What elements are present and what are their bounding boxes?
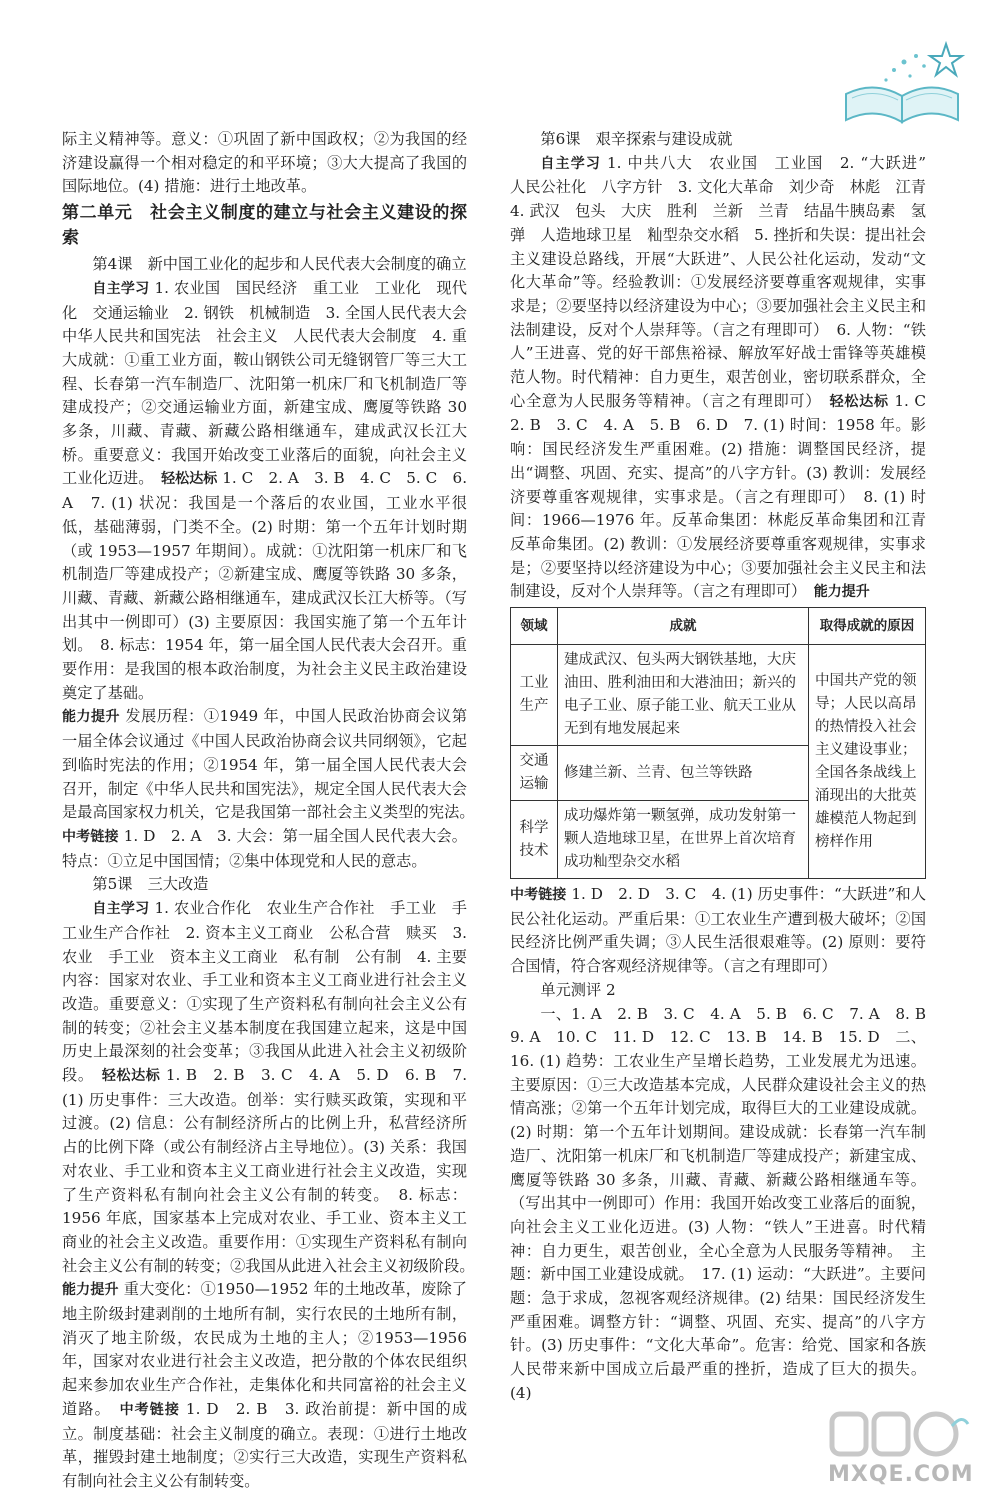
- table-cell-achievement: 修建兰新、兰青、包兰等铁路: [558, 746, 809, 801]
- table-header: 成就: [558, 608, 809, 645]
- answer-text: 1. C 2. A 3. B 4. C 5. C 6. A 7. (1) 状况：我国是一个落后的农业国，工业水平很低，基础薄弱，门类不全。(2) 时期：第一个五年计划时期（或 1953—1957 年期间）。成就：①沈阳第一机床厂和飞机制造厂等建成投产；②新建宝成、鹰厦等铁路 30 多条，川藏、青藏、新藏公路相继通车，建成武汉长江大桥等。（写出其中一例即可）(3) 主要原因：我国实施了第一个五年计划。 8. 标志：1954 年，第一届全国人民代表大会召开。重要作用：是我国的根本政治制度，为社会主义民主政治建设奠定了基础。: [62, 469, 468, 702]
- answer-text: 1. 农业合作化 农业生产合作社 手工业 手工业生产合作社 2. 资本主义工商业 公私合营 赎买 3. 农业 手工业 资本主义工商业 私有制 公有制 4. 主要内容：国家对农业、手工业和资本主义工商业进行社会主义改造。重要意义：①实现了生产资料私有制向社会主义公有制的转变；②社会主义基本制度在我国建立起来，这是中国历史上最深刻的社会变革；③我国从此进入社会主义初级阶段。: [62, 899, 467, 1085]
- section-label: 中考链接: [62, 828, 119, 845]
- answer-text: 1. D 2. A 3. 大会：第一届全国人民代表大会。特点：①立足中国国情；②集中体现党和人民的意志。: [62, 826, 467, 870]
- answer-text: 1. 农业国 国民经济 重工业 工业化 现代化 交通运输业 2. 钢铁 机械制造 3. 全国人民代表大会 中华人民共和国宪法 社会主义 人民代表大会制度 4. 重大成就：①重工业方面，鞍山钢铁公司无缝钢管厂等三大工程、长春第一汽车制造厂、沈阳第一机床厂和飞机制造厂等建成投产；②交通运输业方面，新建宝成、鹰厦等铁路 30 多条，川藏、青藏、新藏公路相继通车，建成武汉长江大桥。重要意义：我国开始改变工业落后的面貌，向社会主义工业化迈进。: [62, 278, 483, 488]
- right-column: [510, 128, 942, 1406]
- section-label: 能力提升: [813, 584, 870, 601]
- section-label: 自主学习: [540, 155, 601, 172]
- table-cell-field: 交通运输: [511, 746, 558, 801]
- left-column: [62, 128, 483, 1494]
- table-cell-achievement: 建成武汉、包头两大钢铁基地，大庆油田、胜利油田和大港油田；新兴的电子工业、原子能工业、航天工业从无到有地发展起来: [558, 645, 809, 746]
- table-header-row: [511, 608, 926, 645]
- lesson4-ability: [62, 705, 467, 873]
- section-label: 中考链接: [510, 887, 567, 904]
- table-cell-field: 科学技术: [511, 801, 558, 879]
- achievements-table: [510, 607, 926, 879]
- lesson6-exam-link: [510, 883, 926, 979]
- lesson-title: 第6课 艰辛探索与建设成就: [540, 130, 733, 148]
- section-label: 能力提升: [62, 1282, 119, 1299]
- answer-text: 1. B 2. B 3. C 4. A 5. D 6. B 7. (1) 历史事件：三大改造。创举：实行赎买政策，实现和平过渡。(2) 信息：公有制经济所占的比例上升，私营经济所占的比例下降（或公有制经济占主导地位）。(3) 关系：我国对农业、手工业和资本主义工商业进行社会主义改造，实现了生产资料私有制向社会主义公有制的转变。 8. 标志：1956 年底，国家基本上完成对农业、手工业、资本主义工商业的社会主义改造。重要作用：①实现生产资料私有制向社会主义公有制的转变；②我国从此进入社会主义初级阶段。: [62, 1066, 468, 1275]
- answer-text: 重大变化：①1950—1952 年的土地改革，废除了地主阶级封建剥削的土地所有制，实行农民的土地所有制，消灭了地主阶级，农民成为土地的主人；②1953—1956 年，国家对农业进行社会主义改造，把分散的个体农民组织起来参加农业生产合作社，走集体化和共同富裕的社会主义道路。: [62, 1280, 467, 1418]
- table-cell-field: 工业生产: [511, 645, 558, 746]
- answer-text: 1. 中共八大 农业国 工业国 2. “大跃进” 人民公社化 八字方针 3. 文化大革命 刘少奇 林彪 江青 4. 武汉 包头 大庆 胜利 兰新 兰青 结晶牛胰岛素 氢弹 人造地球卫星 籼型杂交水稻 5. 挫折和失误：提出社会主义建设总路线，开展“大跃进”、人民公社化运动，发动“文化大革命”等。经验教训：①发展经济要尊重客观规律，实事求是；②要坚持以经济建设为中心；③要加强社会主义民主和法制建设，反对个人崇拜等。（言之有理即可） 6. 人物：“铁人”王进喜、党的好干部焦裕禄、解放军好战士雷锋等英雄模范人物。时代精神：自力更生，艰苦创业，密切联系群众，全心全意为人民服务等精神。（言之有理即可）: [510, 153, 942, 410]
- lesson-title: 第4课 新中国工业化的起步和人民代表大会制度的确立: [92, 255, 467, 274]
- paragraph: 际主义精神等。意义：①巩固了新中国政权；②为我国的经济建设赢得一个相对稳定的和平环境；③大大提高了我国的国际地位。(4) 措施：进行土地改革。: [62, 130, 467, 196]
- lesson4-self-study: [62, 277, 483, 706]
- lesson-title: 第5课 三大改造: [92, 875, 209, 894]
- answer-text: 发展历程：①1949 年，中国人民政治协商会议第一届全体会议通过《中国人民政治协商会议共同纲领》，它起到临时宪法的作用；②1954 年，第一届全国人民代表大会召开，制定《中华人民共和国宪法》，规定全国人民代表大会是最高国家权力机关，它是我国第一部社会主义类型的宪法。: [62, 707, 468, 822]
- lesson6-self-study: [510, 152, 942, 605]
- section-label: 中考链接: [119, 1401, 180, 1418]
- unit-title: 第二单元 社会主义制度的建立与社会主义建设的探索: [62, 203, 467, 249]
- section-label: 轻松达标: [101, 1068, 161, 1085]
- answer-text: 1. D 2. D 3. C 4. (1) 历史事件：“大跃进”和人民公社化运动。严重后果：①工农业生产遭到极大破坏；②国民经济比例严重失调；③人民生活很艰难等。(2) 原则：要符合国情，符合客观经济规律等。（言之有理即可）: [510, 885, 927, 976]
- lesson5-self-study: [62, 897, 467, 1494]
- section-label: 能力提升: [62, 709, 121, 726]
- watermark-text: MXQE.COM: [828, 1462, 974, 1487]
- answer-text: 1. D 2. B 3. 政治前提：新中国的成立。制度基础：社会主义制度的确立。表现：①进行土地改革，摧毁封建土地制度；②实行三大改造，实现生产资料私有制向社会主义公有制转变。: [62, 1399, 468, 1490]
- table-cell-achievement: 成功爆炸第一颗氢弹，成功发射第一颗人造地球卫星，在世界上首次培育成功籼型杂交水稻: [558, 801, 809, 879]
- section-label: 自主学习: [92, 901, 150, 918]
- unit-test-title: 单元测评 2: [540, 980, 616, 999]
- table-header: 领域: [511, 608, 558, 645]
- section-label: 自主学习: [92, 280, 150, 297]
- book-logo-icon: [838, 36, 968, 126]
- table-header: 取得成就的原因: [809, 608, 926, 645]
- table-cell-reason: 中国共产党的领导；人民以高昂的热情投入社会主义建设事业；全国各条战线上涌现出的大批英雄模范人物起到榜样作用: [809, 645, 926, 879]
- table-row: [511, 645, 926, 746]
- section-label: 轻松达标: [829, 393, 889, 410]
- unit-test-answers: 一、1. A 2. B 3. C 4. A 5. B 6. C 7. A 8. B 9. A 10. C 11. D 12. C 13. B 14. B 15. D 二、16. (1) 趋势：工农业生产呈增长趋势，工业发展尤为迅速。主要原因：①三大改造基本完成，人民群众建设社会主义的热情高涨；②第一个五年计划完成，取得巨大的工业建设成就。(2) 时期：第一个五年计划期间。建设成就：长春第一汽车制造厂、沈阳第一机床厂和飞机制造厂等建成投产；新建宝成、鹰厦等铁路 30 多条，川藏、青藏、新藏公路相继通车等。（写出其中一例即可）作用：我国开始改变工业落后的面貌，向社会主义工业化迈进。(3) 人物：“铁人”王进喜。时代精神：自力更生，艰苦创业，全心全意为人民服务等精神。 主题：新中国工业建设成就。 17. (1) 运动：“大跃进”。主要问题：急于求成，忽视客观经济规律。(2) 结果：国民经济发生严重困难。调整方针：“调整、巩固、充实、提高”的八字方针。(3) 历史事件：“文化大革命”。危害：给党、国家和各族人民带来新中国成立后最严重的挫折，造成了巨大的损失。(4): [510, 1004, 942, 1402]
- section-label: 轻松达标: [161, 471, 218, 488]
- answer-text: 1. C 2. B 3. C 4. A 5. B 6. D 7. (1) 时间：1958 年。影响：国民经济发生严重困难。(2) 措施：调整国民经济，提出“调整、巩固、充实、提高”的八字方针。(3) 教训：发展经济要尊重客观规律，实事求是。（言之有理即可） 8. (1) 时间：1966—1976 年。反革命集团：林彪反革命集团和江青反革命集团。(2) 教训：①发展经济要尊重客观规律，实事求是；②要坚持以经济建设为中心；③要加强社会主义民主和法制建设，反对个人崇拜等。（言之有理即可）: [510, 391, 942, 601]
